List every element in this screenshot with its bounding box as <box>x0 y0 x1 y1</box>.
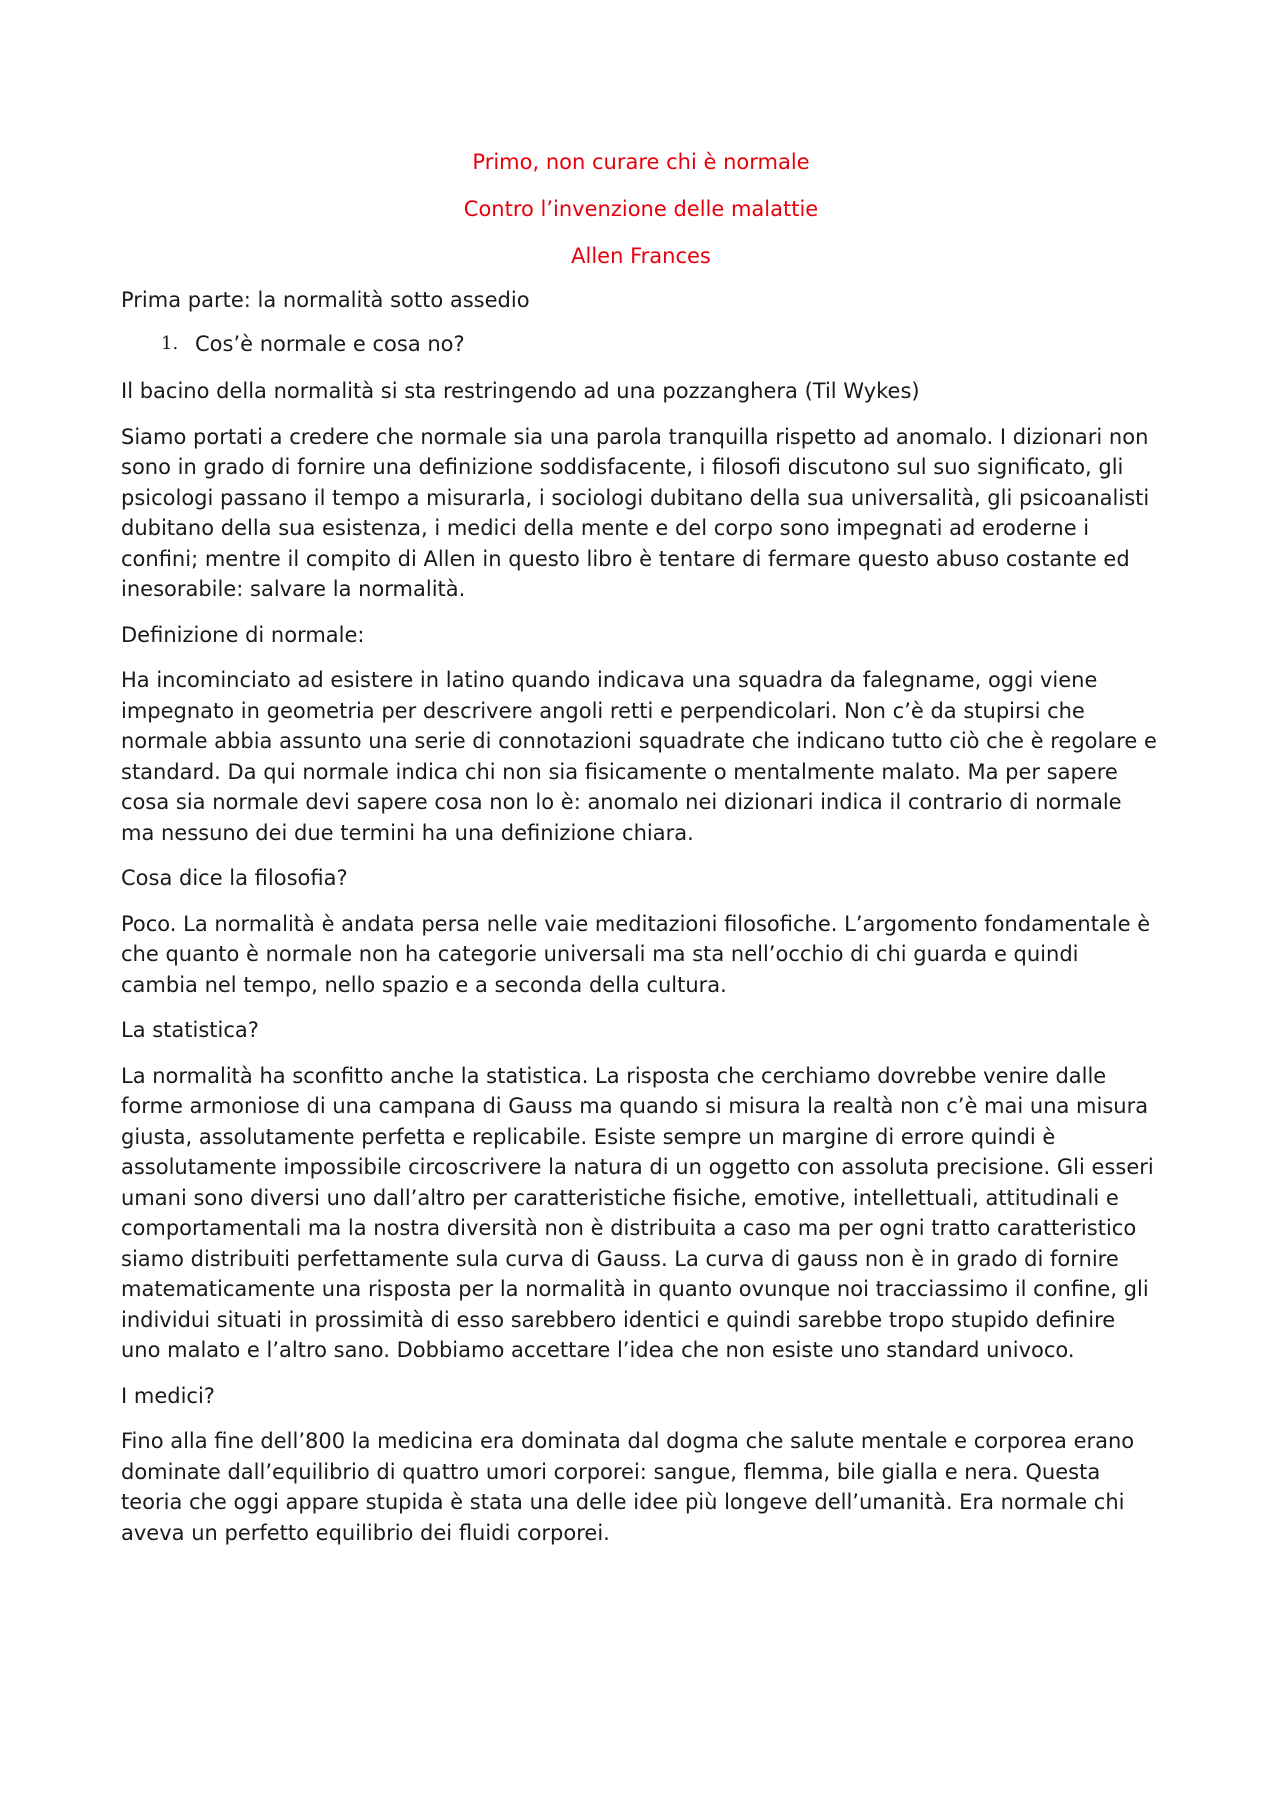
statistics-paragraph: La normalità ha sconfitto anche la statistica. La risposta che cerchiamo dovrebbe venire dalle forme armoniose di una campana di Gauss ma quando si misura la realtà non c’è mai una misura giusta, assolutamente perfetta e replicabile. Esiste sempre un margine di errore quindi è assolutamente impossibile circoscrivere la natura di un oggetto con assoluta precisione. Gli esseri umani sono diversi uno dall’altro per caratteristiche fisiche, emotive, intellettuali, attitudinali e comportamentali ma la nostra diversità non è distribuita a caso ma per ogni tratto caratteristico siamo distribuiti perfettamente sula curva di Gauss. La curva di gauss non è in grado di fornire matematicamente una risposta per la normalità in quanto ovunque noi tracciassimo il confine, gli individui situati in prossimità di esso sarebbero identici e quindi sarebbe tropo stupido definire uno malato e l’altro sano. Dobbiamo accettare l’idea che non esiste uno standard univoco. <box>121 1063 1154 1362</box>
definition-heading: Definizione di normale: <box>121 622 365 647</box>
philosophy-paragraph: Poco. La normalità è andata persa nelle vaie meditazioni filosofiche. L’argomento fondamentale è che quanto è normale non ha categorie universali ma sta nell’occhio di chi guarda e quindi cambia nel tempo, nello spazio e a seconda della cultura. <box>121 911 1151 997</box>
list-item-number: 1. <box>161 333 179 354</box>
part-heading: Prima parte: la normalità sotto assedio <box>121 288 530 312</box>
document-content <box>121 147 1161 1563</box>
statistics-heading: La statistica? <box>121 1018 259 1042</box>
doctors-paragraph: Fino alla fine dell’800 la medicina era dominata dal dogma che salute mentale e corporea erano dominate dall’equilibrio di quattro umori corporei: sangue, flemma, bile gialla e nera. Questa teoria che oggi appare stupida è stata una delle idee più longeve dell’umanità. Era normale chi aveva un perfetto equilibrio dei fluidi corporei. <box>121 1429 1135 1545</box>
document-title: Primo, non curare chi è normale <box>472 150 810 174</box>
quote-paragraph: Il bacino della normalità si sta restringendo ad una pozzanghera (Til Wykes) <box>121 379 920 403</box>
document-subtitle: Contro l’invenzione delle malattie <box>463 197 819 221</box>
list-item-text: Cos’è normale e cosa no? <box>195 332 465 356</box>
doctors-heading: I medici? <box>121 1383 215 1408</box>
intro-paragraph: Siamo portati a credere che normale sia una parola tranquilla rispetto ad anomalo. I dizionari non sono in grado di fornire una definizione soddisfacente, i filosofi discutono sul suo significato, gli psicologi passano il tempo a misurarla, i sociologi dubitano della sua universalità, gli psicoanalisti dubitano della sua esistenza, i medici della mente e del corpo sono impegnati ad eroderne i confini; mentre il compito di Allen in questo libro è tentare di fermare questo abuso costante ed inesorabile: salvare la normalità. <box>121 424 1150 601</box>
definition-paragraph: Ha incominciato ad esistere in latino quando indicava una squadra da falegname, oggi viene impegnato in geometria per descrivere angoli retti e perpendicolari. Non c’è da stupirsi che normale abbia assunto una serie di connotazioni squadrate che indicano tutto ciò che è regolare e standard. Da qui normale indica chi non sia fisicamente o mentalmente malato. Ma per sapere cosa sia normale devi sapere cosa non lo è: anomalo nei dizionari indica il contrario di normale ma nessuno dei due termini ha una definizione chiara. <box>121 668 1157 845</box>
list-item <box>121 329 1161 359</box>
document-author: Allen Frances <box>571 244 711 268</box>
philosophy-heading: Cosa dice la filosofia? <box>121 866 348 890</box>
